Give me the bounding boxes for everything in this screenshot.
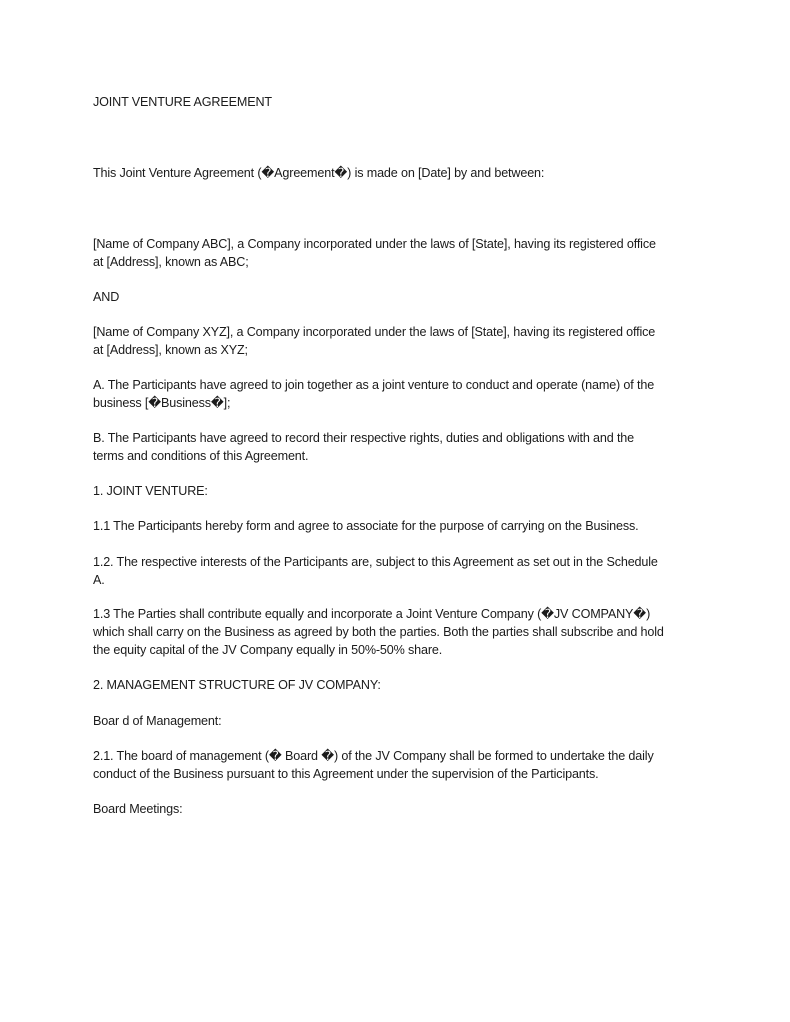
clause-2-1 [93,747,705,783]
recital-b-line-2: terms and conditions of this Agreement. [93,449,309,463]
board-of-management-subheading: Boar d of Management: [93,714,222,728]
board-meetings-subheading: Board Meetings: [93,802,183,816]
section-1-heading: 1. JOINT VENTURE: [93,484,208,498]
clause-1-1: 1.1 The Participants hereby form and agree to associate for the purpose of carrying on the Business. [93,519,639,533]
recital-b-paragraph [93,429,705,465]
party-xyz-line-2: at [Address], known as XYZ; [93,343,248,357]
clause-2-1-line-1: 2.1. The board of management (� Board �) of the JV Company shall be formed to undertake the daily [93,749,654,763]
clause-1-2 [93,553,705,589]
and-separator: AND [93,290,120,304]
recital-a-line-2: business [�Business�]; [93,396,231,410]
clause-1-2-line-1: 1.2. The respective interests of the Participants are, subject to this Agreement as set out in the Schedule [93,555,658,569]
clause-2-1-line-2: conduct of the Business pursuant to this Agreement under the supervision of the Participants. [93,767,599,781]
party-xyz-line-1: [Name of Company XYZ], a Company incorporated under the laws of [State], having its registered office [93,325,656,339]
party-abc-line-2: at [Address], known as ABC; [93,255,249,269]
party-abc-paragraph [93,235,705,271]
document-title: JOINT VENTURE AGREEMENT [93,95,272,109]
party-abc-line-1: [Name of Company ABC], a Company incorporated under the laws of [State], having its registered office [93,237,656,251]
clause-1-3-line-1: 1.3 The Parties shall contribute equally and incorporate a Joint Venture Company (�JV COMPANY�) [93,607,651,621]
clause-1-3-line-2: which shall carry on the Business as agreed by both the parties. Both the parties shall subscribe and hold [93,625,664,639]
intro-paragraph: This Joint Venture Agreement (�Agreement�) is made on [Date] by and between: [93,166,545,180]
recital-a-line-1: A. The Participants have agreed to join together as a joint venture to conduct and operate (name) of the [93,378,655,392]
recital-b-line-1: B. The Participants have agreed to record their respective rights, duties and obligations with and the [93,431,635,445]
party-xyz-paragraph [93,323,705,359]
section-2-heading: 2. MANAGEMENT STRUCTURE OF JV COMPANY: [93,678,381,692]
recital-a-paragraph [93,376,705,412]
clause-1-3 [93,605,705,659]
clause-1-2-line-2: A. [93,573,105,587]
clause-1-3-line-3: the equity capital of the JV Company equally in 50%-50% share. [93,643,443,657]
